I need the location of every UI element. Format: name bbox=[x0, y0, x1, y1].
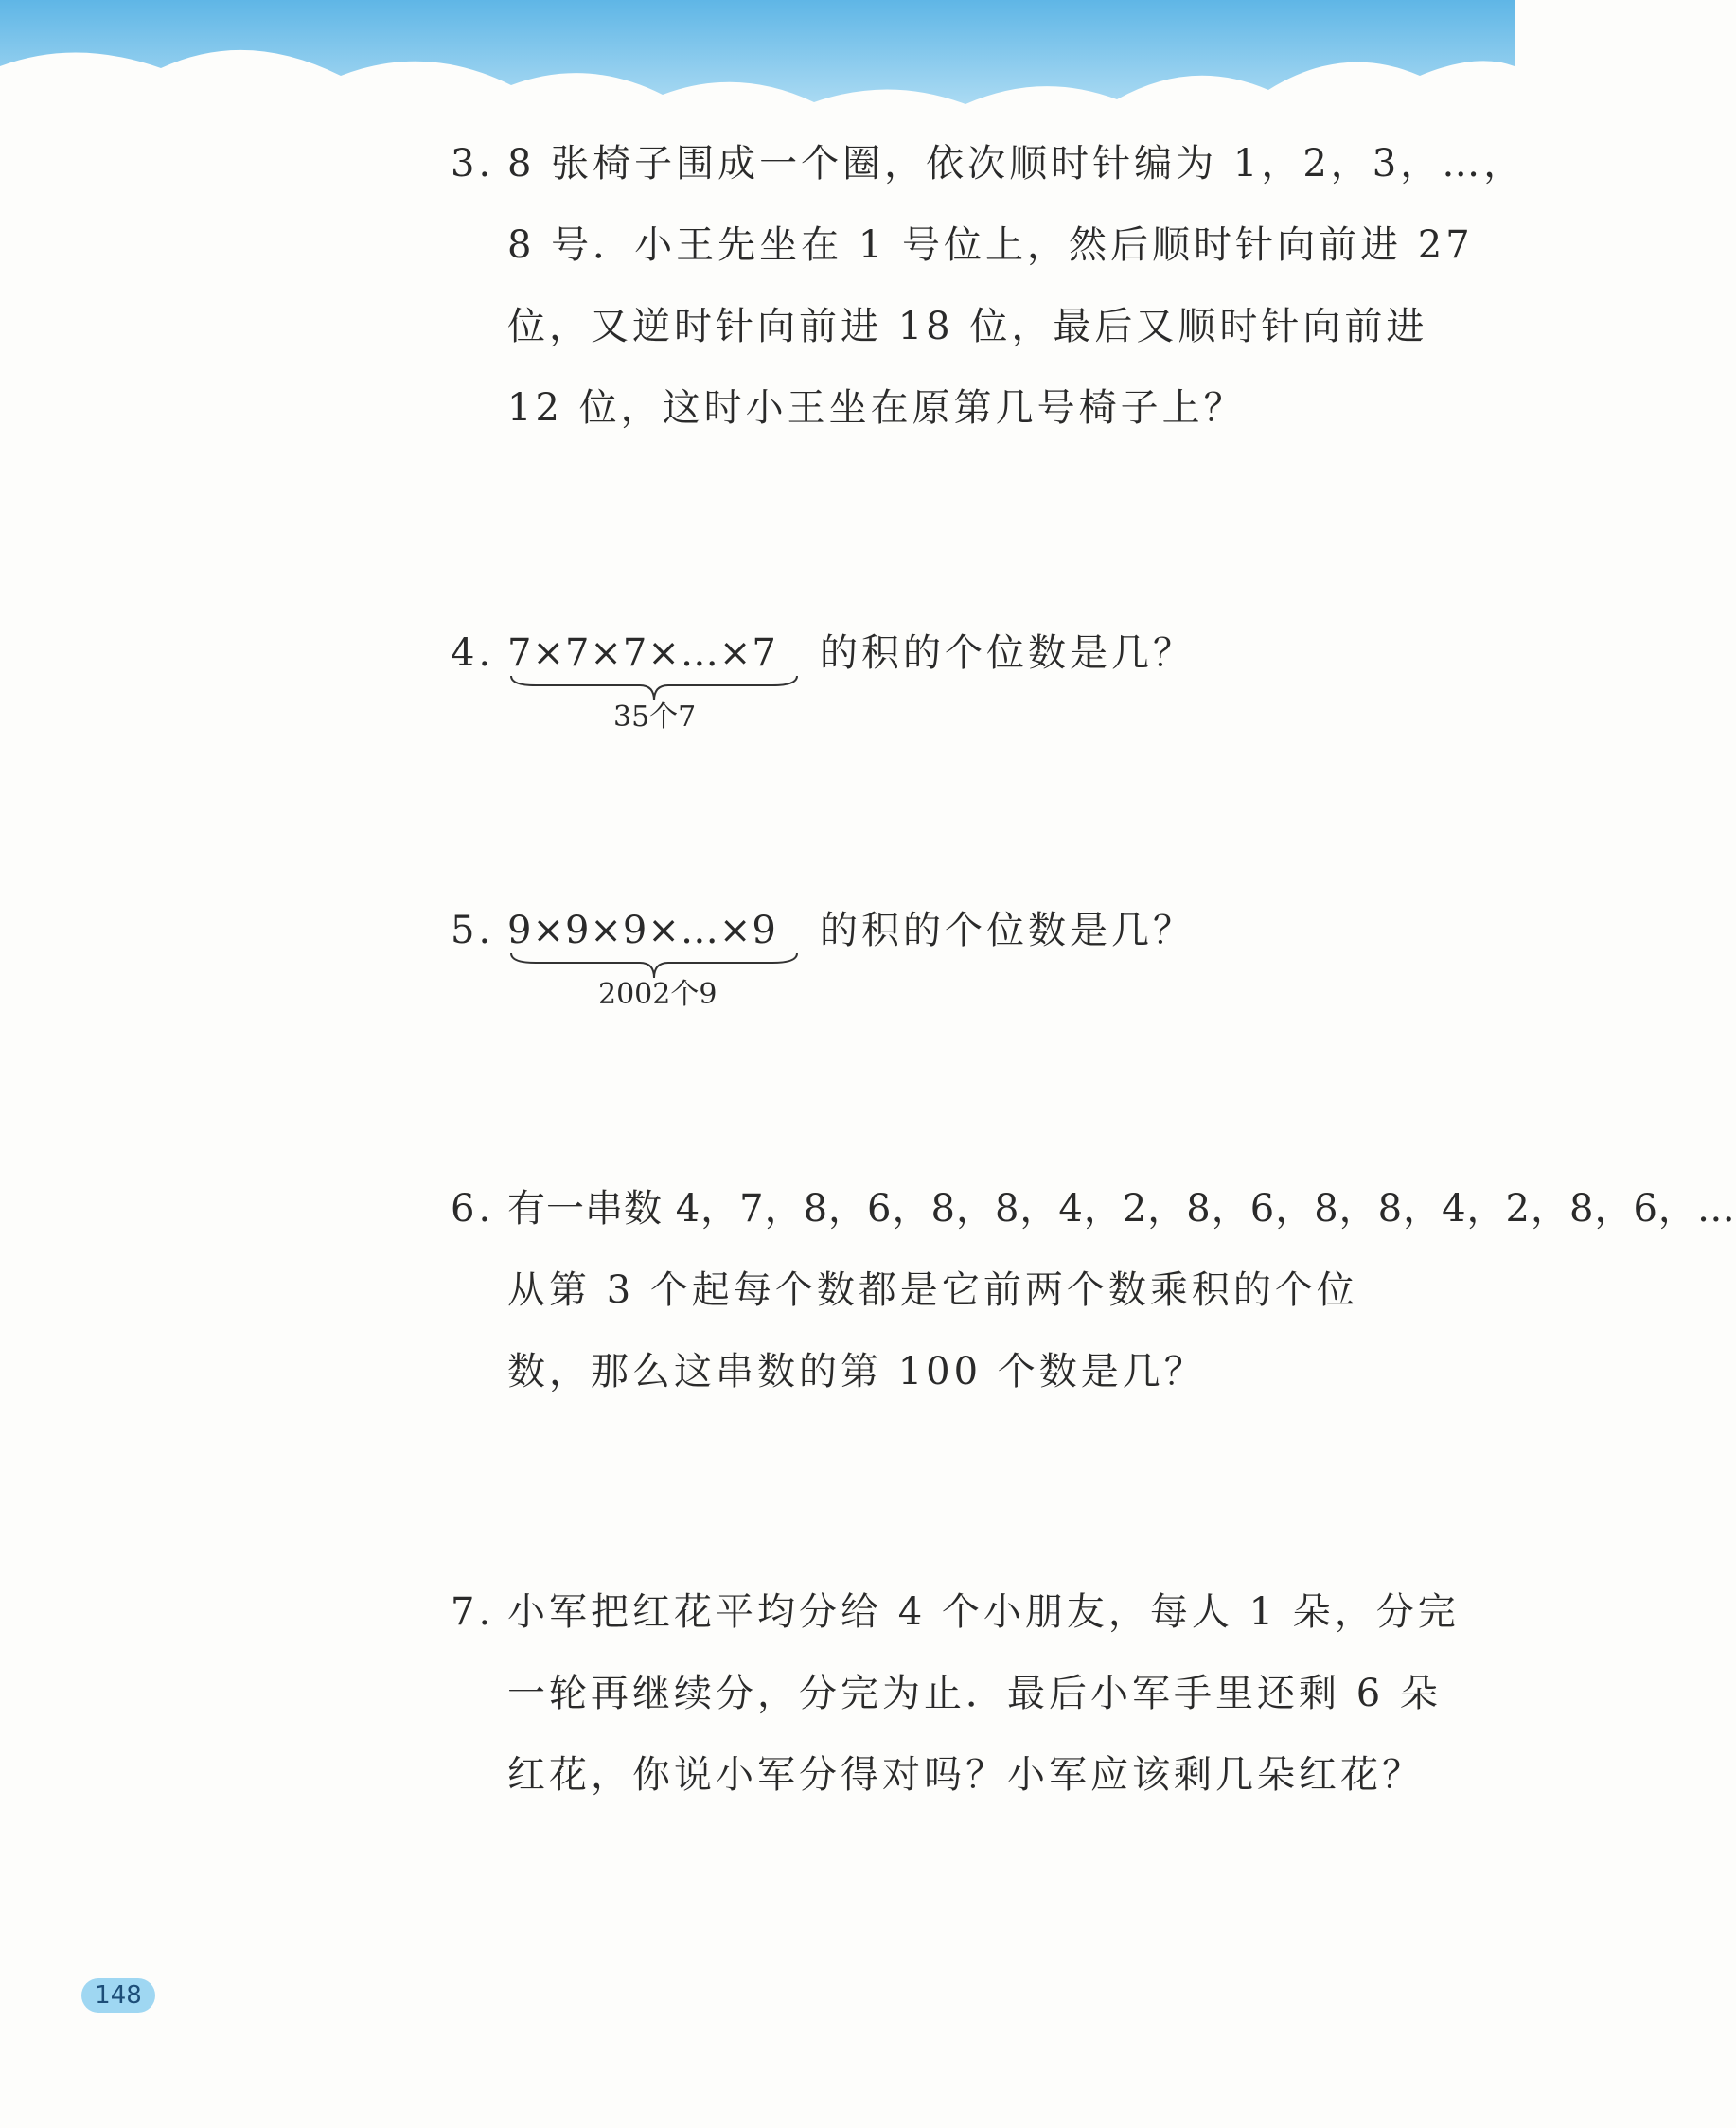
problem-number: 3. bbox=[451, 142, 495, 186]
problem-line: 小军把红花平均分给 4 个小朋友，每人 1 朵，分完 bbox=[507, 1590, 1460, 1634]
problem-line: 从第 3 个起每个数都是它前两个数乘积的个位 bbox=[507, 1268, 1358, 1312]
problem-number: 5. bbox=[451, 909, 495, 952]
sky-cloud-illustration bbox=[0, 0, 1515, 133]
underbrace-label: 2002个9 bbox=[598, 978, 717, 1011]
problem-line: 红花，你说小军分得对吗？小军应该剩几朵红花？ bbox=[507, 1753, 1424, 1797]
problem-number: 4. bbox=[451, 631, 495, 675]
expression-text: 7×7×7×…×7 bbox=[507, 631, 777, 675]
page-number-badge: 148 bbox=[81, 1978, 155, 2013]
problem-line: 8 号．小王先坐在 1 号位上，然后顺时针向前进 27 bbox=[507, 223, 1474, 267]
problem-question: 的积的个位数是几？ bbox=[820, 909, 1195, 952]
underbrace-label: 35个7 bbox=[613, 700, 697, 734]
problem-number: 6. bbox=[451, 1187, 495, 1231]
problem-line: 12 位，这时小王坐在原第几号椅子上？ bbox=[507, 386, 1246, 430]
problem-line: 有一串数 4，7，8，6，8，8，4，2，8，6，8，8，4，2，8，6，… bbox=[507, 1187, 1736, 1231]
header-sky-band bbox=[0, 0, 1515, 133]
problem-number: 7. bbox=[451, 1590, 495, 1634]
problem-question: 的积的个位数是几？ bbox=[820, 631, 1195, 675]
problem-line: 数，那么这串数的第 100 个数是几？ bbox=[507, 1350, 1206, 1393]
problem-line: 一轮再继续分，分完为止．最后小军手里还剩 6 朵 bbox=[507, 1672, 1442, 1715]
problem-line: 8 张椅子围成一个圈，依次顺时针编为 1，2，3，…， bbox=[507, 142, 1526, 186]
problem-line: 位，又逆时针向前进 18 位，最后又顺时针向前进 bbox=[507, 305, 1428, 348]
expression-text: 9×9×9×…×9 bbox=[507, 909, 777, 952]
